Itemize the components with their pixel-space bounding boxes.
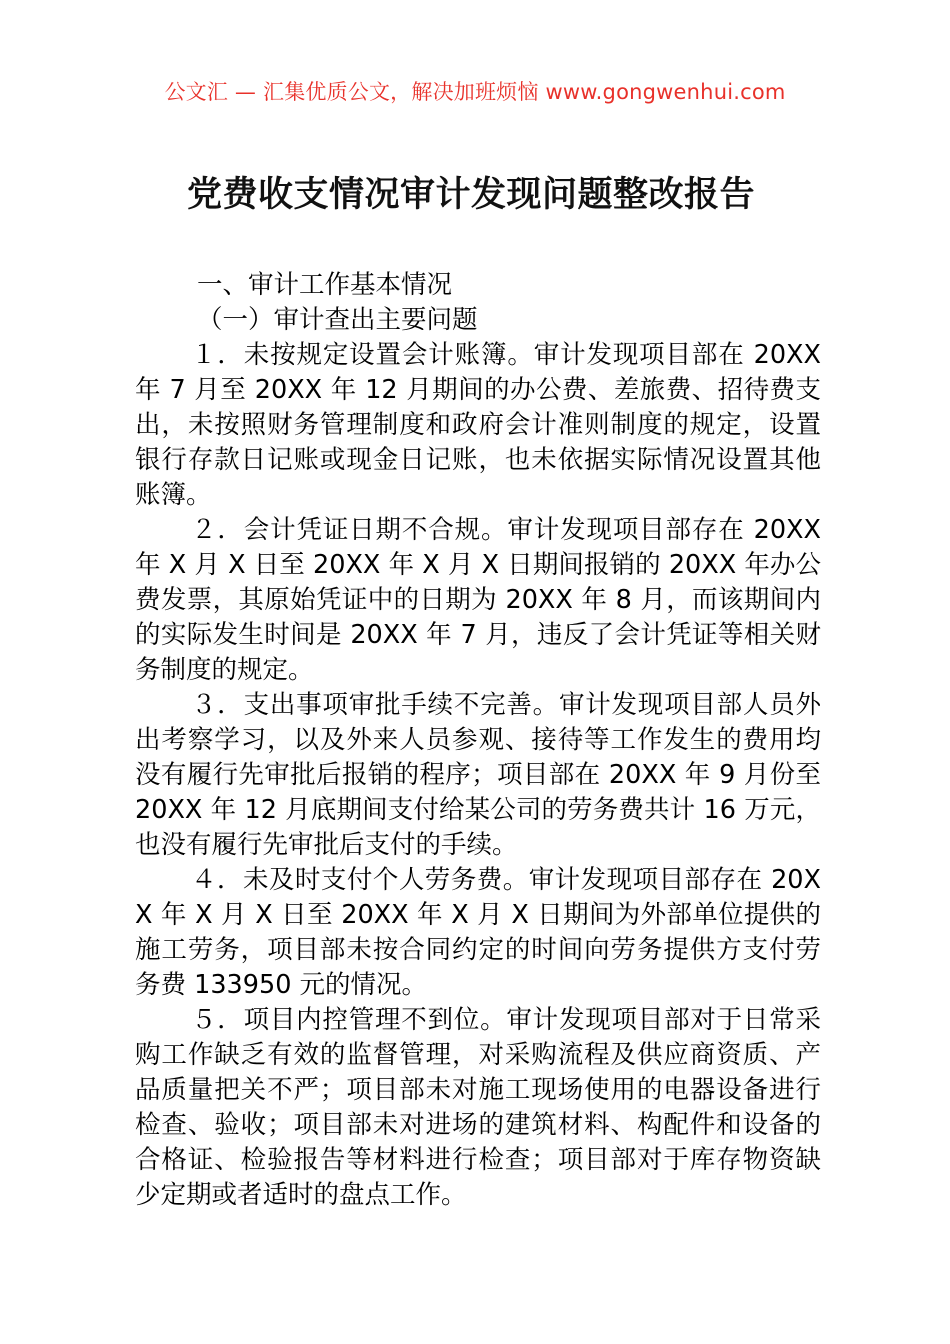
paragraph-item-1: １．未按规定设置会计账簿。审计发现项目部在 20XX 年 7 月至 20XX 年 12 月期间的办公费、差旅费、招待费支出，未按照财务管理制度和政府会计准则制度的规定，设置银行存款日记账或现金日记账，也未依据实际情况设置其他账簿。 [135, 340, 821, 510]
section-heading-1: 一、审计工作基本情况 [197, 270, 453, 300]
section-heading-2: （一）审计查出主要问题 [197, 305, 478, 335]
paragraph-item-4: ４．未及时支付个人劳务费。审计发现项目部存在 20XX 年 X 月 X 日至 20XX 年 X 月 X 日期间为外部单位提供的施工劳务，项目部未按合同约定的时间向劳务提供方支付劳务费 133950 元的情况。 [135, 865, 821, 1000]
document-body [135, 268, 821, 1213]
document-title: 党费收支情况审计发现问题整改报告 [187, 175, 756, 215]
watermark-cn-text: 公文汇 — 汇集优质公文，解决加班烦恼 [164, 80, 539, 104]
paragraph-item-5: ５．项目内控管理不到位。审计发现项目部对于日常采购工作缺乏有效的监督管理，对采购流程及供应商资质、产品质量把关不严；项目部未对施工现场使用的电器设备进行检查、验收；项目部未对进场的建筑材料、构配件和设备的合格证、检验报告等材料进行检查；项目部对于库存物资缺少定期或者适时的盘点工作。 [135, 1005, 821, 1210]
paragraph-item-2: ２．会计凭证日期不合规。审计发现项目部存在 20XX 年 X 月 X 日至 20XX 年 X 月 X 日期间报销的 20XX 年办公费发票，其原始凭证中的日期为 20XX 年 8 月，而该期间内的实际发生时间是 20XX 年 7 月，违反了会计凭证等相关财务制度的规定。 [135, 515, 821, 685]
watermark-url: www.gongwenhui.com [545, 80, 786, 104]
site-watermark [0, 78, 950, 106]
paragraph-item-3: ３．支出事项审批手续不完善。审计发现项目部人员外出考察学习，以及外来人员参观、接待等工作发生的费用均没有履行先审批后报销的程序；项目部在 20XX 年 9 月份至 20XX 年 12 月底期间支付给某公司的劳务费共计 16 万元，也没有履行先审批后支付的手续。 [135, 690, 821, 860]
